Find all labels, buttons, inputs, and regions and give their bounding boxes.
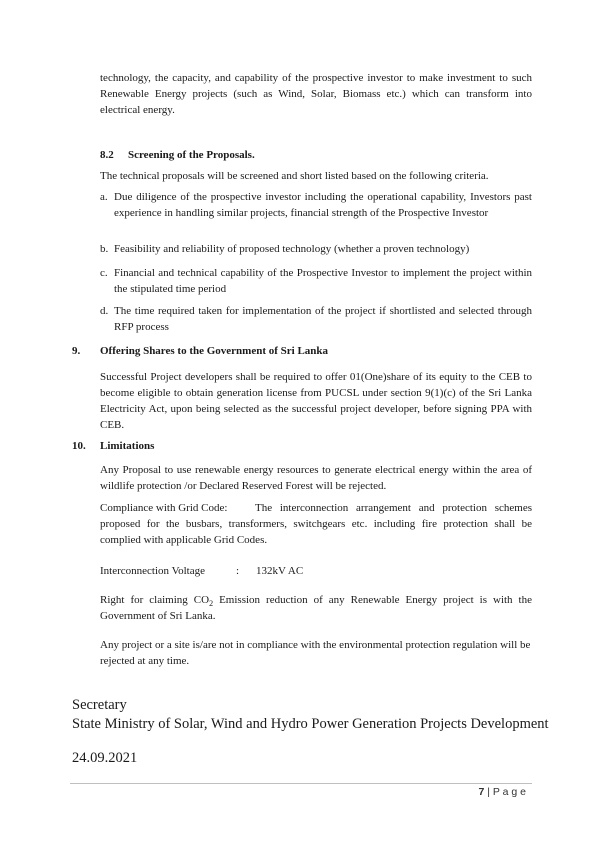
section-8-2-number: 8.2 bbox=[100, 149, 114, 161]
criteria-text: Financial and technical capability of the Prospective Investor to implement the project within the stipulated time period bbox=[114, 267, 532, 295]
page-number: 7 bbox=[478, 786, 485, 798]
section-10-title: Limitations bbox=[100, 440, 155, 452]
criteria-text: The time required taken for implementation of the project if shortlisted and selected through RFP process bbox=[114, 305, 532, 333]
environment-paragraph: Any project or a site is/are not in compliance with the environmental protection regulation will be rejected at any time. bbox=[100, 639, 531, 667]
section-10-paragraph: Any Proposal to use renewable energy resources to generate electrical energy within the area of wildlife protection /or Declared Reserved Forest will be rejected. bbox=[100, 464, 532, 492]
signature-office: State Ministry of Solar, Wind and Hydro Power Generation Projects Development bbox=[72, 716, 549, 732]
intro-paragraph: technology, the capacity, and capability of the prospective investor to make investment to such Renewable Energy projects (such as Wind, Solar, Biomass etc.) which can transform into electrical energy. bbox=[100, 72, 532, 116]
criteria-text: Feasibility and reliability of proposed technology (whether a proven technology) bbox=[114, 243, 470, 255]
voltage-label: Interconnection Voltage bbox=[100, 565, 205, 577]
page-separator: | bbox=[484, 786, 493, 798]
section-8-2-lead: The technical proposals will be screened and short listed based on the following criteria. bbox=[100, 170, 489, 182]
section-8-2-title: Screening of the Proposals. bbox=[128, 149, 255, 161]
page-label: P a g e bbox=[492, 786, 526, 798]
criteria-label: c. bbox=[100, 267, 108, 279]
co2-paragraph: Right for claiming $CO_2$ Emission reduction of any Renewable Energy project is with the Government of Sri Lanka. bbox=[100, 594, 533, 622]
footer-divider bbox=[70, 783, 532, 784]
section-10-number: 10. bbox=[72, 440, 86, 452]
criteria-label: a. bbox=[100, 191, 108, 203]
criteria-item-a bbox=[100, 189, 532, 221]
grid-code-label: Compliance with Grid Code: bbox=[100, 502, 228, 514]
criteria-label: d. bbox=[100, 305, 109, 317]
signature-date: 24.09.2021 bbox=[72, 750, 138, 766]
criteria-item-c bbox=[100, 265, 532, 297]
section-9-body: Successful Project developers shall be required to offer 01(One)share of its equity to the CEB to become eligible to obtain generation license from PUCSL under section 9(1)(c) of the Sri Lanka Electricity Act, upon being selected as the successful project developer, before signing PPA with CEB. bbox=[100, 371, 532, 431]
voltage-separator: : bbox=[236, 565, 240, 577]
section-9-number: 9. bbox=[72, 345, 81, 357]
criteria-text: Due diligence of the prospective investor including the operational capability, Investors past experience in handling similar projects, financial strength of the Prospective Investor bbox=[114, 191, 532, 219]
criteria-label: b. bbox=[100, 243, 109, 255]
criteria-item-b bbox=[100, 241, 532, 257]
criteria-item-d bbox=[100, 303, 532, 335]
grid-code-value: The interconnection arrangement and protection schemes proposed for the busbars, transformers, switchgears etc. including fire protection shall be complied with applicable Grid Codes. bbox=[100, 502, 532, 546]
voltage-value: 132kV AC bbox=[256, 565, 304, 577]
section-9-title: Offering Shares to the Government of Sri Lanka bbox=[100, 345, 329, 357]
signature-role: Secretary bbox=[72, 697, 127, 713]
page-footer bbox=[479, 786, 527, 798]
